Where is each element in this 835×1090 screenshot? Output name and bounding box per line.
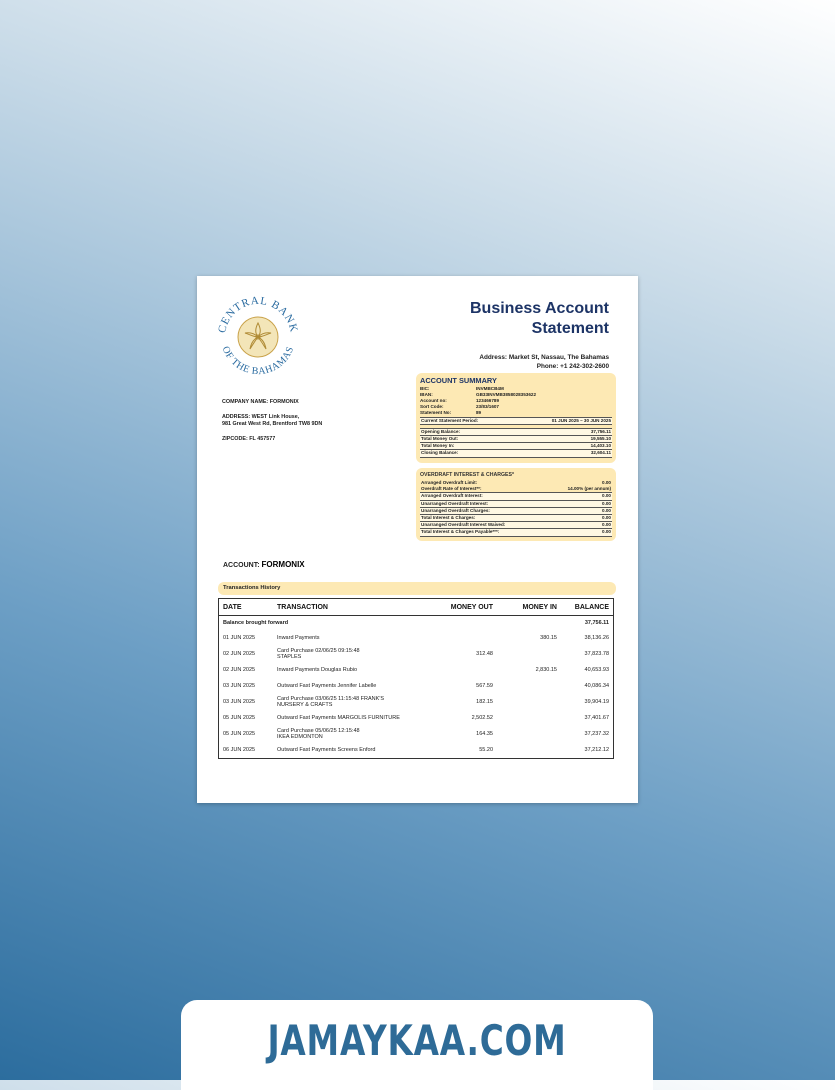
overdraft-row: Unarranged Overdraft Charges: 0.00 xyxy=(420,508,612,515)
table-header xyxy=(219,599,613,616)
summary-field: BIC: INVMBCB4M xyxy=(420,386,504,391)
sand-dollar-seal-icon xyxy=(215,294,301,380)
account-name: FORMONIX xyxy=(261,560,305,569)
bank-address xyxy=(389,353,609,371)
summary-field: Sort Code: 23/83/1607 xyxy=(420,403,499,409)
watermark-text: JAMAYKAA.COM xyxy=(267,1016,567,1065)
balance-row: Closing Balance: 32,604.11 xyxy=(420,450,612,457)
overdraft-row: Unarranged Overdraft Interest Waived: 0.00 xyxy=(420,522,612,529)
col-money-in: MONEY IN xyxy=(522,603,557,611)
company-zipcode: ZIPCODE: FL 457577 xyxy=(222,436,276,442)
col-transaction: TRANSACTION xyxy=(277,603,328,611)
overdraft-row: Unarranged Overdraft Interest: 0.00 xyxy=(420,501,612,508)
statement-title xyxy=(389,299,609,339)
watermark-banner xyxy=(181,1000,653,1090)
account-label: ACCOUNT: FORMONIX xyxy=(223,560,305,569)
table-row: 01 JUN 2025 Inward Payments 380.15 38,136.26 xyxy=(223,634,609,641)
table-row: 05 JUN 2025 Outward Fast Payments MARGOLIS FURNITURE 2,502.52 37,401.67 xyxy=(223,714,609,721)
overdraft-row: Total Interest & Charges: 0.00 xyxy=(420,515,612,522)
overdraft-row: Total Interest & Charges Payable***: 0.00 xyxy=(420,529,612,536)
table-row: 05 JUN 2025 Card Purchase 05/06/25 12:15:48 IKEA EDMONTON 164.35 37,237.32 xyxy=(223,727,609,740)
overdraft-row: Arranged Overdraft Interest: 0.00 xyxy=(420,493,612,500)
table-row: 02 JUN 2025 Card Purchase 02/06/25 09:15:48 STAPLES 312.48 37,823.78 xyxy=(223,647,609,660)
table-row: 03 JUN 2025 Outward Fast Payments Jennifer Labelle 567.59 40,086.34 xyxy=(223,682,609,689)
account-summary-box xyxy=(416,373,616,463)
company-name: COMPANY NAME: FORMONIX xyxy=(222,399,299,405)
svg-text:CENTRAL BANK: CENTRAL BANK xyxy=(216,294,300,335)
overdraft-box xyxy=(416,468,616,541)
statement-period: Current Statement Period: 01 JUN 2025 – 30 JUN 2025 xyxy=(420,417,612,425)
summary-field: Account no: 123466789 xyxy=(420,397,499,403)
table-row: 06 JUN 2025 Outward Fast Payments Screens Enford 55.20 37,212.12 xyxy=(223,746,609,753)
bank-phone-line: Phone: +1 242-302-2600 xyxy=(536,363,609,370)
summary-field: Statement No: 89 xyxy=(420,409,482,415)
transactions-table xyxy=(218,598,614,759)
summary-field: IBAN: GB33INVMB3858028353622 xyxy=(420,391,537,397)
svg-text:OF THE BAHAMAS: OF THE BAHAMAS xyxy=(219,344,297,378)
company-address-line-2: 981 Great West Rd, Brentford TW8 9DN xyxy=(222,421,323,427)
title-line-1: Business Account xyxy=(470,300,609,317)
account-summary-title: ACCOUNT SUMMARY xyxy=(420,376,497,385)
company-address-line-1: ADDRESS: WEST Link House, xyxy=(222,414,300,420)
company-details xyxy=(222,399,402,443)
col-money-out: MONEY OUT xyxy=(450,603,493,611)
balance-row: Total Money Out: 19,555.10 xyxy=(420,436,612,443)
transactions-section-title: Transactions History xyxy=(218,582,616,595)
table-row: 02 JUN 2025 Inward Payments Douglas Rubio 2,830.15 40,653.93 xyxy=(223,666,609,673)
table-row: 03 JUN 2025 Card Purchase 03/06/25 11:15:48 FRANK'S NURSERY & CRAFTS 182.15 39,904.19 xyxy=(223,695,609,708)
overdraft-field: Overdraft Rate of Interest**: 14.00% (per annum) xyxy=(420,486,612,493)
title-line-2: Statement xyxy=(531,320,609,337)
col-date: DATE xyxy=(223,603,242,611)
overdraft-title: OVERDRAFT INTEREST & CHARGES* xyxy=(420,472,514,478)
overdraft-field: Arranged Overdraft Limit: 0.00 xyxy=(421,480,611,485)
bank-address-line: Address: Market St, Nassau, The Bahamas xyxy=(479,354,609,361)
col-balance: BALANCE xyxy=(574,603,609,611)
balance-brought-forward-row: Balance brought forward 37,756.11 xyxy=(223,620,609,626)
statement-document xyxy=(197,276,638,803)
balance-row: Total Money In: 14,403.10 xyxy=(420,443,612,450)
balance-row: Opening Balance: 37,756.11 xyxy=(420,428,612,436)
